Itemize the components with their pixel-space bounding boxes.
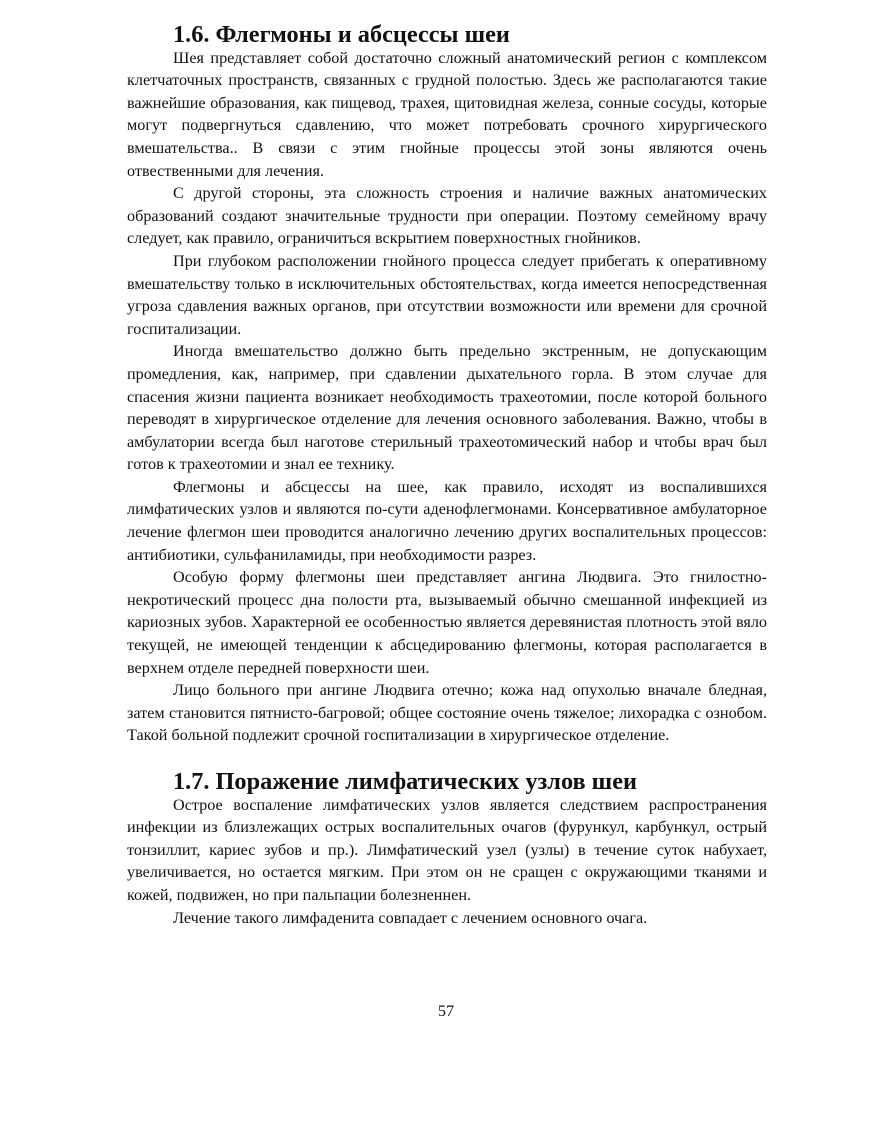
page-body [127, 21, 767, 929]
paragraph: При глубоком расположении гнойного процесса следует прибегать к оперативному вмешательству только в исключительных обстоятельствах, когда имеется непосредственная угроза сдавления важных органов, при отсутствии возможности или времени для срочной госпитализации. [127, 251, 767, 338]
paragraph: Иногда вмешательство должно быть предельно экстренным, не допускающим промедления, как, например, при сдавлении дыхательного горла. В этом случае для спасения жизни пациента возникает необходимость трахеотомии, после которой больного переводят в хирургическое отделение для лечения основного заболевания. Важно, чтобы в амбулатории всегда был наготове стерильный трахеотомический набор и чтобы врач был готов к трахеотомии и знал ее технику. [127, 342, 767, 474]
paragraph: Лицо больного при ангине Людвига отечно; кожа над опухолью вначале бледная, затем становится пятнисто-багровой; общее состояние очень тяжелое; лихорадка с ознобом. Такой больной подлежит срочной госпитализации в хирургическое отделение. [127, 681, 767, 745]
section-heading: 1.7. Поражение лимфатических узлов шеи [173, 768, 637, 795]
section-heading: 1.6. Флегмоны и абсцессы шеи [173, 21, 510, 48]
section-1-7 [127, 768, 767, 929]
paragraph: Особую форму флегмоны шеи представляет ангина Людвига. Это гнилостно-некротический процесс дна полости рта, вызываемый обычно смешанной инфекцией из кариозных зубов. Характерной ее особенностью является деревянистая плотность этой вяло текущей, не имеющей тенденции к абсцедированию флегмоны, которая располагается в верхнем отделе передней поверхности шеи. [127, 568, 767, 677]
paragraph: С другой стороны, эта сложность строения и наличие важных анатомических образований создают значительные трудности при операции. Поэтому семейному врачу следует, как правило, ограничиться вскрытием поверхностных гнойников. [127, 184, 767, 248]
page-number: 57 [437, 1002, 455, 1020]
paragraph: Шея представляет собой достаточно сложный анатомический регион с комплексом клетчаточных пространств, связанных с грудной полостью. Здесь же располагаются такие важнейшие образования, как пищевод, трахея, щитовидная железа, сонные сосуды, которые могут подвергнуться сдавлению, что может потребовать срочного хирургического вмешательства.. В связи с этим гнойные процессы этой зоны являются очень отвественными для лечения. [127, 48, 767, 180]
paragraph: Острое воспаление лимфатических узлов является следствием распространения инфекции из близлежащих острых воспалительных очагов (фурункул, карбункул, острый тонзиллит, кариес зубов и пр.). Лимфатический узел (узлы) в течение суток набухает, увеличивается, но остается мягким. При этом он не сращен с окружающими тканями и кожей, подвижен, но при пальпации болезненнен. [127, 795, 767, 904]
section-1-6 [127, 21, 767, 747]
paragraph: Лечение такого лимфаденита совпадает с лечением основного очага. [173, 908, 648, 927]
paragraph: Флегмоны и абсцессы на шее, как правило, исходят из воспалившихся лимфатических узлов и являются по-сути аденофлегмонами. Консервативное амбулаторное лечение флегмон шеи проводится аналогично лечению других воспалительных процессов: антибиотики, сульфаниламиды, при необходимости разрез. [127, 477, 767, 564]
